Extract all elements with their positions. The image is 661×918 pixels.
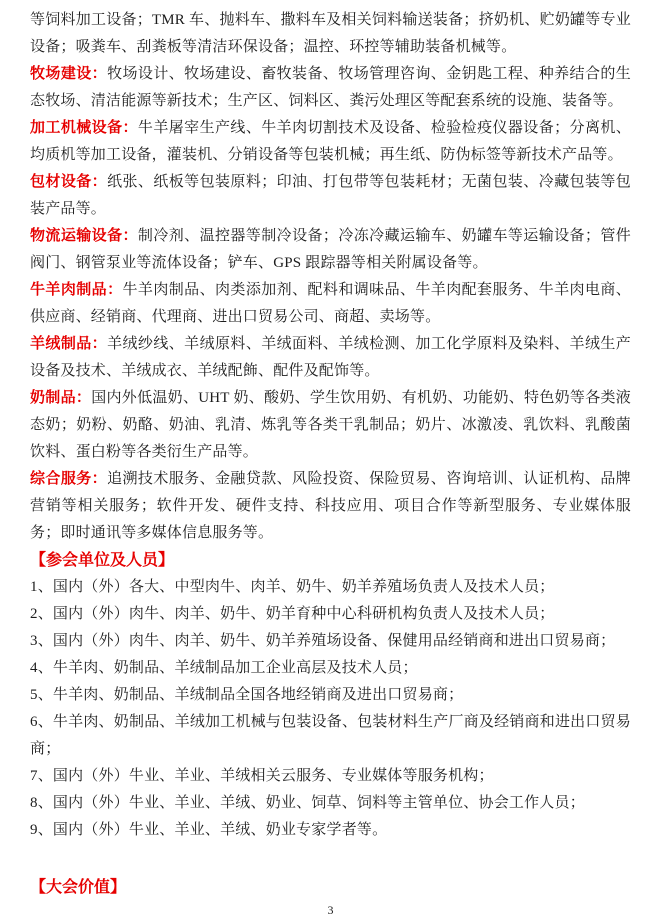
category-paragraph-ranch-construction xyxy=(30,61,631,115)
category-label: 加工机械设备： xyxy=(30,120,138,136)
paragraph-feed-equipment-continued: 等饲料加工设备；TMR 车、抛料车、撒料车及相关饲料输送装备；挤奶机、贮奶罐等专业设备；吸粪车、刮粪板等清洁环保设备；温控、环控等辅助装备机械等。 xyxy=(30,12,631,55)
category-label: 羊绒制品： xyxy=(30,336,108,352)
category-paragraph-packaging-equipment xyxy=(30,169,631,223)
category-text: 牛羊肉制品、肉类添加剂、配料和调味品、牛羊肉配套服务、牛羊肉电商、供应商、经销商、代理商、进出口贸易公司、商超、卖场等。 xyxy=(30,282,631,325)
category-label: 物流运输设备： xyxy=(30,228,138,244)
attendee-list-item-4: 4、牛羊肉、奶制品、羊绒制品加工企业高层及技术人员； xyxy=(30,660,418,676)
category-paragraph-beef-mutton-products xyxy=(30,277,631,331)
category-paragraph-comprehensive-services xyxy=(30,466,631,547)
category-text: 纸张、纸板等包装原料；印油、打包带等包装耗材；无菌包装、冷藏包装等包装产品等。 xyxy=(30,174,631,217)
category-text: 追溯技术服务、金融贷款、风险投资、保险贸易、咨询培训、认证机构、品牌营销等相关服务；软件开发、硬件支持、科技应用、项目合作等新型服务、专业媒体服务；即时通讯等多媒体信息服务等。 xyxy=(30,471,631,541)
category-text: 牧场设计、牧场建设、畜牧装备、牧场管理咨询、金钥匙工程、种养结合的生态牧场、清洁能源等新技术；生产区、饲料区、粪污处理区等配套系统的设施、装备等。 xyxy=(30,66,631,109)
category-text: 牛羊屠宰生产线、牛羊肉切割技术及设备、检验检疫仪器设备；分离机、均质机等加工设备，灌装机、分销设备等包装机械；再生纸、防伪标签等新技术产品等。 xyxy=(30,120,632,163)
attendee-list-item-2: 2、国内（外）肉牛、肉羊、奶牛、奶羊育种中心科研机构负责人及技术人员； xyxy=(30,606,555,622)
category-label: 奶制品： xyxy=(30,390,92,406)
attendee-list-item-9: 9、国内（外）牛业、羊业、羊绒、奶业专家学者等。 xyxy=(30,822,388,838)
category-paragraph-dairy-products xyxy=(30,385,631,466)
category-text: 羊绒纱线、羊绒原料、羊绒面料、羊绒检测、加工化学原料及染料、羊绒生产设备及技术、羊绒成衣、羊绒配飾、配件及配饰等。 xyxy=(30,336,631,379)
attendee-list-item-8: 8、国内（外）牛业、羊业、羊绒、奶业、饲草、饲料等主管单位、协会工作人员； xyxy=(30,795,585,811)
attendees-section-heading: 【参会单位及人员】 xyxy=(30,552,175,569)
attendee-list-item-1: 1、国内（外）各大、中型肉牛、肉羊、奶牛、奶羊养殖场负责人及技术人员； xyxy=(30,579,555,595)
page-number: 3 xyxy=(327,903,334,917)
attendee-list-item-7: 7、国内（外）牛业、羊业、羊绒相关云服务、专业媒体等服务机构； xyxy=(30,768,494,784)
category-label: 牧场建设： xyxy=(30,66,108,82)
category-label: 综合服务： xyxy=(30,471,108,487)
attendee-list-item-3: 3、国内（外）肉牛、肉羊、奶牛、奶羊养殖场设备、保健用品经销商和进出口贸易商； xyxy=(30,633,616,649)
category-text: 国内外低温奶、UHT 奶、酸奶、学生饮用奶、有机奶、功能奶、特色奶等各类液态奶；奶粉、奶酪、奶油、乳清、炼乳等各类干乳制品；奶片、冰激凌、乳饮料、乳酸菌饮料、蛋白粉等各类衍生产品等。 xyxy=(30,390,631,460)
category-paragraph-logistics-transport xyxy=(30,223,631,277)
category-paragraph-processing-machinery xyxy=(30,115,631,169)
category-paragraph-cashmere-products xyxy=(30,331,631,385)
attendee-list-item-6: 6、牛羊肉、奶制品、羊绒加工机械与包装设备、包装材料生产厂商及经销商和进出口贸易商； xyxy=(30,714,631,757)
category-label: 牛羊肉制品： xyxy=(30,282,123,298)
attendee-list-item-5: 5、牛羊肉、奶制品、羊绒制品全国各地经销商及进出口贸易商； xyxy=(30,687,464,703)
category-text: 制冷剂、温控器等制冷设备；冷冻冷藏运输车、奶罐车等运输设备；管件阀门、钢管泵业等流体设备；铲车、GPS 跟踪器等相关附属设备等。 xyxy=(30,228,632,271)
value-section-heading: 【大会价值】 xyxy=(30,879,127,896)
category-label: 包材设备： xyxy=(30,174,108,190)
